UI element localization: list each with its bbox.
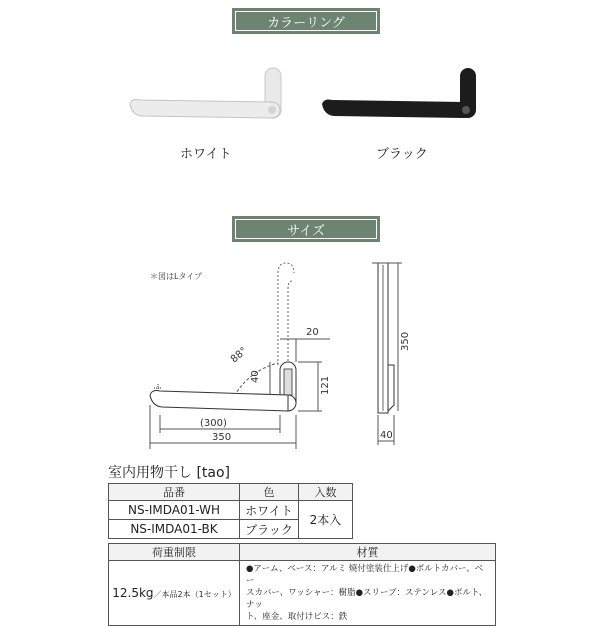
- side-view: [378, 263, 394, 413]
- horizontal-arm: [150, 391, 288, 412]
- size-drawing: [140, 255, 440, 455]
- base-inner: [284, 369, 292, 395]
- materials-table: [108, 543, 496, 626]
- color-section-title: カラーリング: [267, 15, 345, 31]
- angle-label: 88°: [228, 345, 250, 366]
- color-label-white: ホワイト: [180, 147, 232, 162]
- dim-121: 121: [320, 375, 331, 395]
- spec-table: [108, 483, 353, 539]
- color-label-black: ブラック: [376, 147, 428, 162]
- size-section-banner: [232, 216, 380, 242]
- header-color: 色: [240, 484, 299, 501]
- material-line-2: スカバー、ワッシャー：樹脂●スリーブ：ステンレス●ボルト、ナッ: [246, 588, 488, 610]
- product-title: 室内用物干し [tao]: [108, 465, 231, 481]
- white-hanger-image: [120, 60, 290, 130]
- white-hanger-arm: [130, 100, 280, 119]
- material-line-3: ト、座金、取付けビス：鉄: [246, 612, 348, 622]
- load-cell: [109, 561, 240, 626]
- color-cell: ブラック: [240, 520, 299, 539]
- drawing-note: ＊図はLタイプ: [150, 272, 203, 281]
- header-qty: 入数: [299, 484, 353, 501]
- dim-40: 40: [250, 370, 261, 383]
- header-load: 荷重制限: [109, 544, 240, 561]
- code-cell: NS-IMDA01-BK: [109, 520, 240, 539]
- dim-300: (300): [200, 418, 227, 429]
- table-row: [109, 501, 353, 520]
- side-dim-40: 40: [380, 430, 393, 441]
- code-cell: NS-IMDA01-WH: [109, 501, 240, 520]
- header-material: 材質: [240, 544, 496, 561]
- raised-arm-dashed: [278, 263, 294, 365]
- load-value: 12.5kg: [112, 586, 154, 600]
- side-dim-350: 350: [400, 331, 411, 351]
- color-cell: ホワイト: [240, 501, 299, 520]
- material-line-1: ●アーム、ベース：アルミ 焼付塗装仕上げ●ボルトカバー、ベー: [246, 564, 484, 586]
- header-code: 品番: [109, 484, 240, 501]
- load-note: ／本品2本（1セット）: [153, 590, 236, 599]
- size-section-title: サイズ: [287, 223, 325, 239]
- qty-cell: 2本入: [299, 501, 353, 539]
- black-hanger-arm: [322, 100, 474, 119]
- dim-350: 350: [212, 432, 232, 443]
- color-section-banner: [232, 8, 380, 34]
- black-hanger-image: [318, 60, 488, 130]
- dim-20: 20: [306, 327, 319, 338]
- material-cell: [240, 561, 496, 626]
